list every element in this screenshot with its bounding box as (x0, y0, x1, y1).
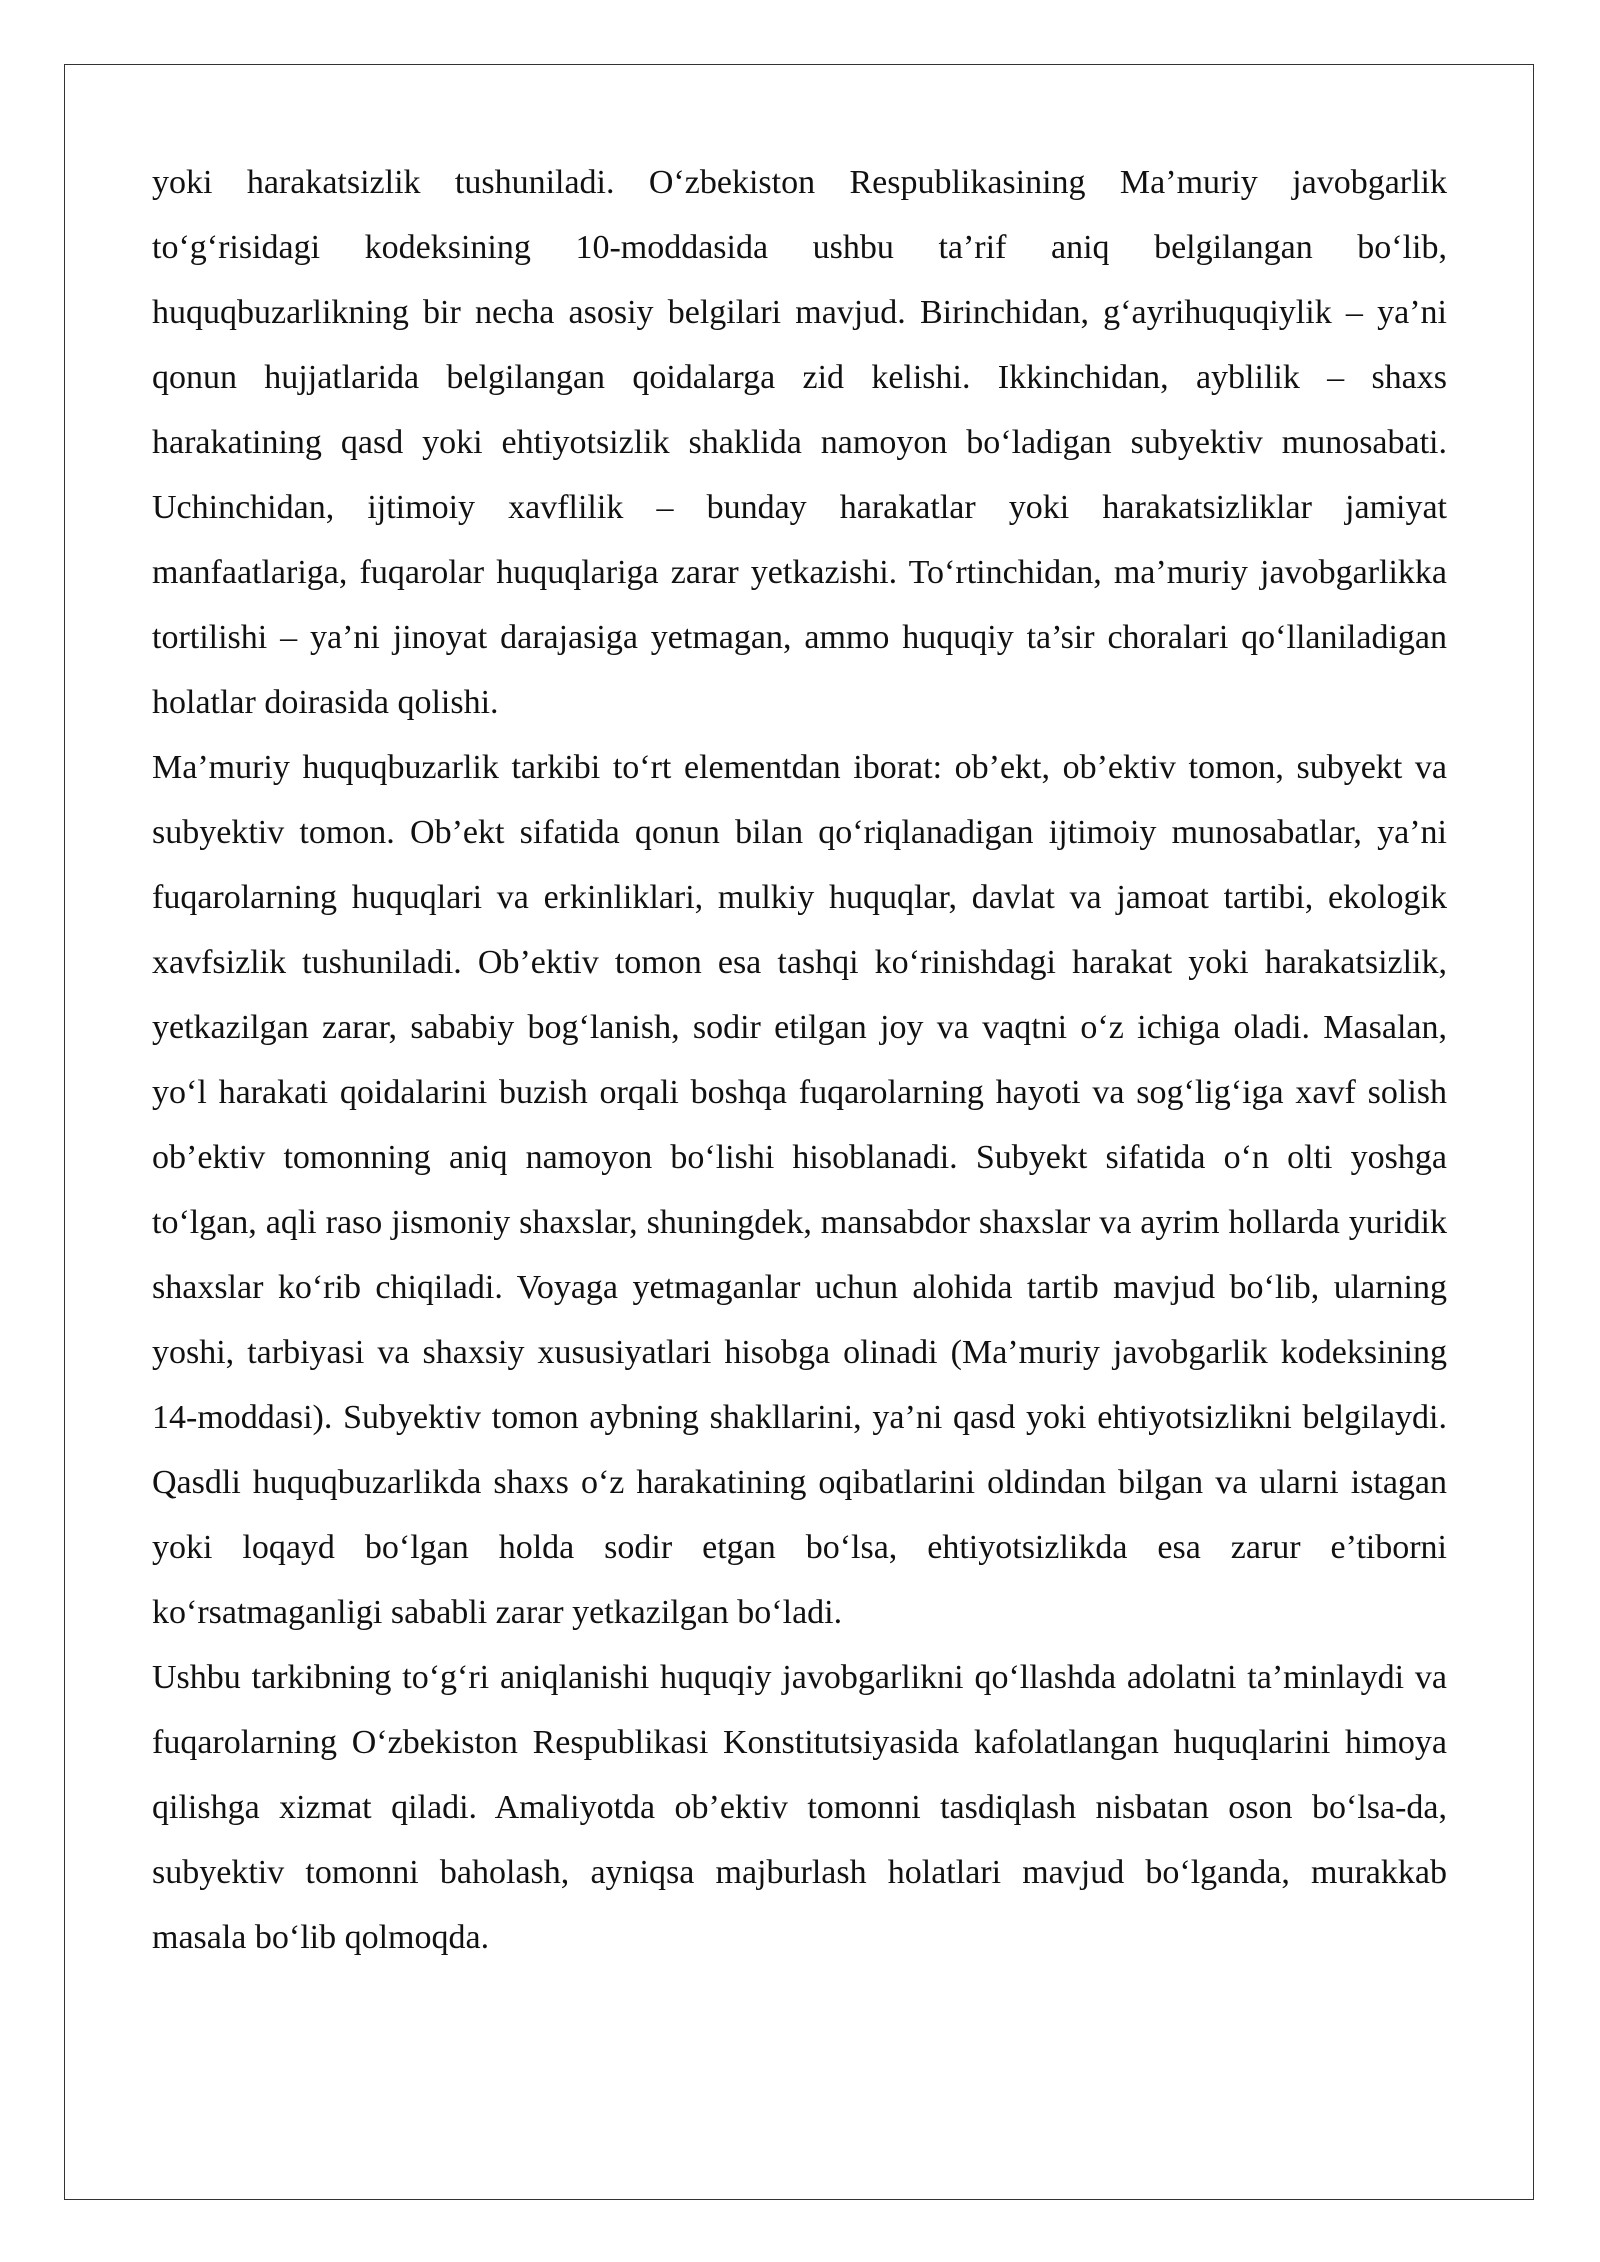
paragraph-1: yoki harakatsizlik tushuniladi. O‘zbekiston Respublikasining Ma’muriy javobgarlik to‘g‘risidagi kodeksining 10-moddasida ushbu ta’rif aniq belgilangan bo‘lib, huquqbuzarlikning bir necha asosiy belgilari mavjud. Birinchidan, g‘ayrihuquqiylik – ya’ni qonun hujjatlarida belgilangan qoidalarga zid kelishi. Ikkinchidan, ayblilik – shaxs harakatining qasd yoki ehtiyotsizlik shaklida namoyon bo‘ladigan subyektiv munosabati. Uchinchidan, ijtimoiy xavflilik – bunday harakatlar yoki harakatsizliklar jamiyat manfaatlariga, fuqarolar huquqlariga zarar yetkazishi. To‘rtinchidan, ma’muriy javobgarlikka tortilishi – ya’ni jinoyat darajasiga yetmagan, ammo huquqiy ta’sir choralari qo‘llaniladigan holatlar doirasida qolishi. (152, 164, 1447, 721)
document-body (152, 150, 1447, 1970)
paragraph-3: Ushbu tarkibning to‘g‘ri aniqlanishi huquqiy javobgarlikni qo‘llashda adolatni ta’minlaydi va fuqarolarning O‘zbekiston Respublikasi Konstitutsiyasida kafolatlangan huquqlarini himoya qilishga xizmat qiladi. Amaliyotda ob’ektiv tomonni tasdiqlash nisbatan oson bo‘lsa-da, subyektiv tomonni baholash, ayniqsa majburlash holatlari mavjud bo‘lganda, murakkab masala bo‘lib qolmoqda. (152, 1659, 1447, 1956)
paragraph-2: Ma’muriy huquqbuzarlik tarkibi to‘rt elementdan iborat: ob’ekt, ob’ektiv tomon, subyekt va subyektiv tomon. Ob’ekt sifatida qonun bilan qo‘riqlanadigan ijtimoiy munosabatlar, ya’ni fuqarolarning huquqlari va erkinliklari, mulkiy huquqlar, davlat va jamoat tartibi, ekologik xavfsizlik tushuniladi. Ob’ektiv tomon esa tashqi ko‘rinishdagi harakat yoki harakatsizlik, yetkazilgan zarar, sababiy bog‘lanish, sodir etilgan joy va vaqtni o‘z ichiga oladi. Masalan, yo‘l harakati qoidalarini buzish orqali boshqa fuqarolarning hayoti va sog‘lig‘iga xavf solish ob’ektiv tomonning aniq namoyon bo‘lishi hisoblanadi. Subyekt sifatida o‘n olti yoshga to‘lgan, aqli raso jismoniy shaxslar, shuningdek, mansabdor shaxslar va ayrim hollarda yuridik shaxslar ko‘rib chiqiladi. Voyaga yetmaganlar uchun alohida tartib mavjud bo‘lib, ularning yoshi, tarbiyasi va shaxsiy xususiyatlari hisobga olinadi (Ma’muriy javobgarlik kodeksining 14-moddasi). Subyektiv tomon aybning shakllarini, ya’ni qasd yoki ehtiyotsizlikni belgilaydi. Qasdli huquqbuzarlikda shaxs o‘z harakatining oqibatlarini oldindan bilgan va ularni istagan yoki loqayd bo‘lgan holda sodir etgan bo‘lsa, ehtiyotsizlikda esa zarur e’tiborni ko‘rsatmaganligi sababli zarar yetkazilgan bo‘ladi. (152, 749, 1447, 1631)
